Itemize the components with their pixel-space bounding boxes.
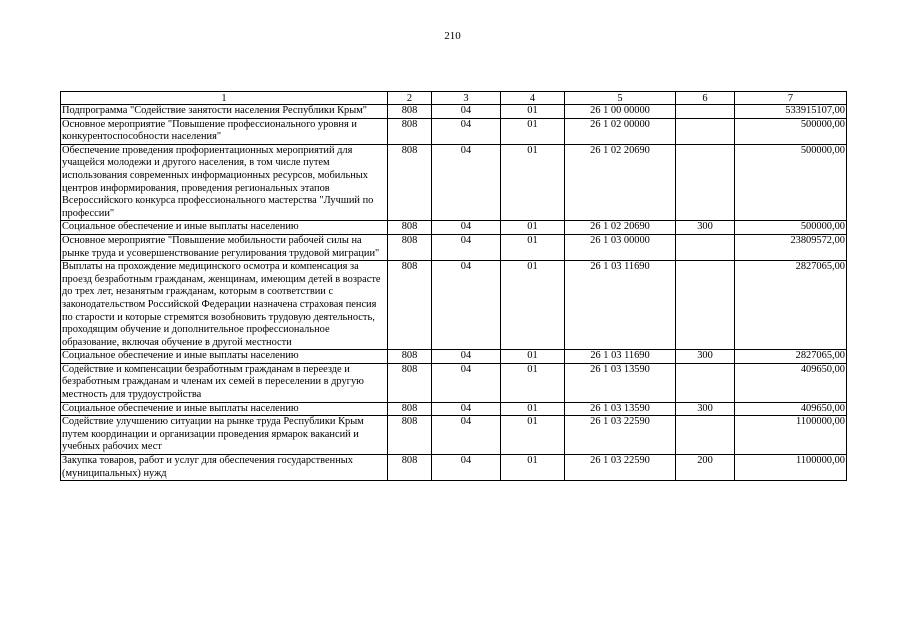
row-section: 04 [432,363,501,402]
row-code: 808 [388,402,432,416]
row-expense-type [676,234,735,260]
row-expense-type: 200 [676,455,735,481]
row-subsection: 01 [501,261,565,350]
row-section: 04 [432,234,501,260]
row-target-article: 26 1 03 13590 [565,402,676,416]
row-subsection: 01 [501,234,565,260]
row-section: 04 [432,402,501,416]
table-row [61,261,847,350]
row-name: Социальное обеспечение и иные выплаты населению [61,350,388,364]
row-subsection: 01 [501,416,565,455]
row-name: Социальное обеспечение и иные выплаты населению [61,221,388,235]
row-code: 808 [388,261,432,350]
row-name: Содействие и компенсации безработным гражданам в переезде и безработным гражданам и членам их семей в переселении в другую местность для трудоустройства [61,363,388,402]
table-row [61,455,847,481]
row-subsection: 01 [501,350,565,364]
row-amount: 409650,00 [735,363,847,402]
row-subsection: 01 [501,402,565,416]
row-name: Основное мероприятие "Повышение профессионального уровня и конкурентоспособности населения" [61,118,388,144]
row-target-article: 26 1 02 20690 [565,221,676,235]
row-amount: 500000,00 [735,118,847,144]
row-section: 04 [432,118,501,144]
row-expense-type: 300 [676,221,735,235]
row-amount: 2827065,00 [735,261,847,350]
column-header: 3 [432,92,501,105]
row-expense-type [676,416,735,455]
page-number: 210 [444,30,461,42]
row-amount: 500000,00 [735,144,847,221]
row-expense-type: 300 [676,350,735,364]
row-target-article: 26 1 03 11690 [565,261,676,350]
row-section: 04 [432,261,501,350]
row-expense-type [676,105,735,119]
table-row [61,416,847,455]
row-subsection: 01 [501,221,565,235]
budget-table [60,91,847,481]
row-amount: 1100000,00 [735,455,847,481]
table-row [61,221,847,235]
row-target-article: 26 1 03 00000 [565,234,676,260]
row-subsection: 01 [501,363,565,402]
row-amount: 2827065,00 [735,350,847,364]
row-amount: 1100000,00 [735,416,847,455]
row-target-article: 26 1 00 00000 [565,105,676,119]
row-expense-type: 300 [676,402,735,416]
row-subsection: 01 [501,455,565,481]
row-section: 04 [432,105,501,119]
row-target-article: 26 1 02 00000 [565,118,676,144]
table-row [61,118,847,144]
row-section: 04 [432,144,501,221]
row-target-article: 26 1 03 22590 [565,455,676,481]
row-code: 808 [388,144,432,221]
row-code: 808 [388,118,432,144]
table-row [61,105,847,119]
row-expense-type [676,118,735,144]
row-amount: 23809572,00 [735,234,847,260]
table-row [61,402,847,416]
row-name: Выплаты на прохождение медицинского осмотра и компенсация за проезд безработным гражданам, женщинам, имеющим детей в возрасте до трех лет, незанятым гражданам, которым в соответствии с законодательством Российской Федерации назначена страховая пенсия по старости и которые стремятся возобновить трудовую деятельность, проходящим обучение и дополнительное профессиональное образование, включая обучение в другой местности [61,261,388,350]
row-target-article: 26 1 03 22590 [565,416,676,455]
table-header-row [61,92,847,105]
row-name: Основное мероприятие "Повышение мобильности рабочей силы на рынке труда и усовершенствование регулирования трудовой миграции" [61,234,388,260]
column-header: 6 [676,92,735,105]
row-subsection: 01 [501,144,565,221]
row-section: 04 [432,416,501,455]
row-code: 808 [388,234,432,260]
row-code: 808 [388,350,432,364]
row-section: 04 [432,350,501,364]
column-header: 7 [735,92,847,105]
row-code: 808 [388,416,432,455]
column-header: 5 [565,92,676,105]
row-target-article: 26 1 03 13590 [565,363,676,402]
table-row [61,144,847,221]
table-row [61,234,847,260]
row-subsection: 01 [501,105,565,119]
row-section: 04 [432,221,501,235]
row-section: 04 [432,455,501,481]
row-code: 808 [388,363,432,402]
row-subsection: 01 [501,118,565,144]
row-amount: 409650,00 [735,402,847,416]
row-expense-type [676,363,735,402]
column-header: 2 [388,92,432,105]
row-code: 808 [388,455,432,481]
row-expense-type [676,144,735,221]
row-name: Содействие улучшению ситуации на рынке труда Республики Крым путем координации и организации проведения ярмарок вакансий и учебных рабочих мест [61,416,388,455]
row-amount: 500000,00 [735,221,847,235]
row-amount: 533915107,00 [735,105,847,119]
row-name: Подпрограмма "Содействие занятости населения Республики Крым" [61,105,388,119]
row-name: Социальное обеспечение и иные выплаты населению [61,402,388,416]
table-row [61,363,847,402]
row-target-article: 26 1 02 20690 [565,144,676,221]
row-code: 808 [388,105,432,119]
row-expense-type [676,261,735,350]
column-header: 4 [501,92,565,105]
row-name: Обеспечение проведения профориентационных мероприятий для учащейся молодежи и другого населения, в том числе путем использования современных информационных ресурсов, мобильных центров информирования, проведения региональных этапов Всероссийского конкурса профессионального мастерства "Лучший по профессии" [61,144,388,221]
row-code: 808 [388,221,432,235]
row-name: Закупка товаров, работ и услуг для обеспечения государственных (муниципальных) нужд [61,455,388,481]
row-target-article: 26 1 03 11690 [565,350,676,364]
column-header: 1 [61,92,388,105]
table-row [61,350,847,364]
